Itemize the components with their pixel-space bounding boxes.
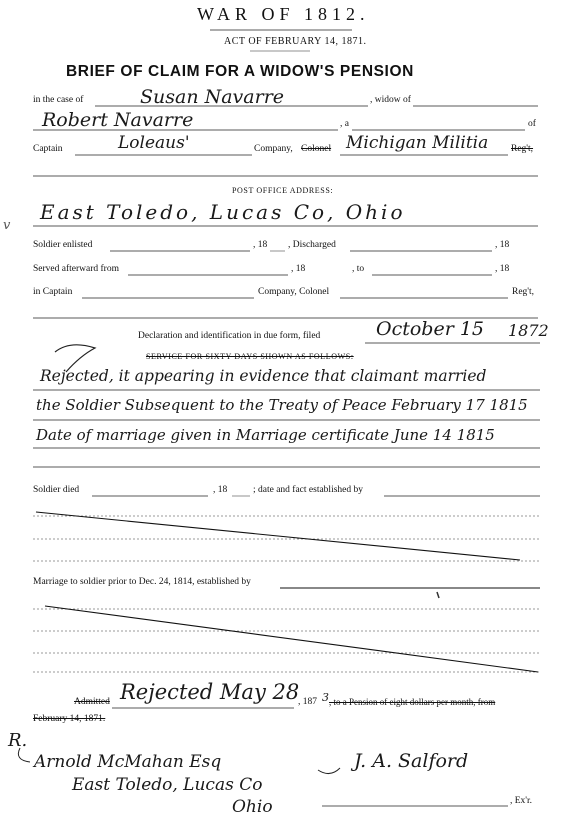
- case-label: in the case of: [33, 95, 84, 105]
- attorney-line-2: East Toledo, Lucas Co: [72, 775, 263, 795]
- ink-dot: [437, 592, 439, 598]
- enlisted-label: Soldier enlisted: [33, 240, 93, 250]
- afterward-eighteen: , 18: [291, 264, 306, 274]
- discharged-label: , Discharged: [288, 240, 336, 250]
- rejection-line-3: Date of marriage given in Marriage certificate June 14 1815: [36, 426, 495, 444]
- admitted-label-struck: Admitted: [74, 697, 110, 707]
- post-office-address: East Toledo, Lucas Co, Ohio: [40, 200, 406, 224]
- to-eighteen: , 18: [495, 264, 510, 274]
- death-cancel-stroke: [36, 512, 520, 560]
- marriage-cancel-stroke: [45, 606, 538, 672]
- attorney-line-1: Arnold McMahan Esq: [34, 752, 222, 772]
- rejection-line-2: the Soldier Subsequent to the Treaty of Peace February 17 1815: [36, 396, 528, 414]
- died-eighteen: , 18: [213, 485, 228, 495]
- company-label: Company,: [254, 144, 293, 154]
- admitted-year-prefix: , 187: [298, 697, 317, 707]
- marriage-label: Marriage to soldier prior to Dec. 24, 1814, established by: [33, 577, 251, 587]
- soldier-died-label: Soldier died: [33, 485, 80, 495]
- r-flourish: [18, 748, 30, 762]
- a-label: , a: [340, 119, 349, 129]
- regt-label-struck: Reg't,: [511, 144, 534, 154]
- regiment-name: Michigan Militia: [346, 133, 489, 153]
- colonel-label-struck: Colonel: [301, 144, 332, 154]
- exr-label: , Ex'r.: [510, 796, 533, 806]
- war-title: WAR OF 1812.: [197, 4, 370, 24]
- widow-of-label: , widow of: [370, 95, 411, 105]
- pension-text-struck: , to a Pension of eight dollars per month, from: [329, 697, 496, 707]
- enlisted-eighteen: , 18: [253, 240, 268, 250]
- admitted-rejected-date: Rejected May 28: [120, 680, 300, 704]
- declaration-year: 1872: [508, 321, 549, 340]
- soldier-name: Robert Navarre: [42, 109, 194, 131]
- died-established-label: ; date and fact established by: [253, 485, 364, 495]
- rejection-line-1: Rejected, it appearing in evidence that claimant married: [40, 367, 487, 385]
- admitted-year-digit: 3: [322, 691, 329, 704]
- declaration-date: October 15: [376, 318, 484, 340]
- company-colonel-label: Company, Colonel: [258, 287, 330, 297]
- captain-label: Captain: [33, 144, 63, 154]
- afterward-label: Served afterward from: [33, 264, 119, 274]
- attorney-line-3: Ohio: [232, 797, 273, 817]
- examiner-flourish: [318, 768, 340, 774]
- brief-title: BRIEF OF CLAIM FOR A WIDOW'S PENSION: [66, 63, 414, 80]
- examiner-signature: J. A. Salford: [354, 750, 469, 772]
- margin-mark: v: [3, 218, 11, 233]
- of-label: of: [528, 119, 536, 129]
- discharged-eighteen: , 18: [495, 240, 510, 250]
- post-office-heading: POST OFFICE ADDRESS:: [232, 186, 334, 195]
- act-subtitle: ACT OF FEBRUARY 14, 1871.: [224, 36, 367, 47]
- captain-name: Loleaus': [118, 133, 190, 153]
- service-regt-label: Reg't,: [512, 287, 535, 297]
- widow-name: Susan Navarre: [140, 86, 285, 108]
- in-captain-label: in Captain: [33, 287, 73, 297]
- declaration-label: Declaration and identification in due form, filed: [138, 331, 321, 341]
- to-label: , to: [352, 264, 365, 274]
- feb-text-struck: February 14, 1871.: [33, 714, 106, 724]
- scribble-mark: [55, 345, 95, 372]
- service-heading-struck: SERVICE FOR SIXTY DAYS SHOWN AS FOLLOWS:: [146, 352, 354, 361]
- r-mark: R.: [8, 730, 28, 751]
